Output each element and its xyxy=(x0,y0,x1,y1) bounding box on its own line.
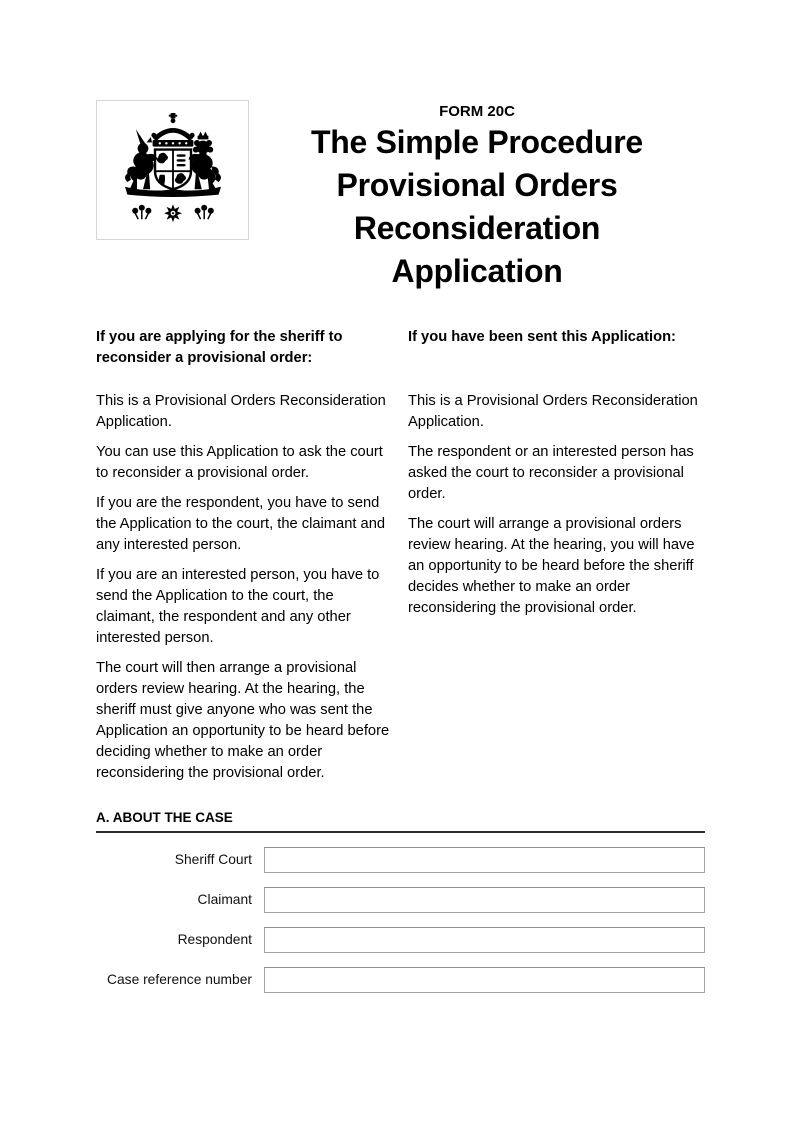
form-number: FORM 20C xyxy=(439,103,515,120)
respondent-input[interactable] xyxy=(264,927,705,953)
form-title-line-3: Reconsideration xyxy=(353,210,601,246)
page-content xyxy=(96,100,705,993)
coat-of-arms-image xyxy=(96,100,249,240)
form-title xyxy=(249,121,705,293)
title-block xyxy=(249,100,705,293)
section-a-heading: A. ABOUT THE CASE xyxy=(96,810,705,833)
guidance-applicant-column xyxy=(96,327,393,793)
claimant-input[interactable] xyxy=(264,887,705,913)
guidance-recipient-heading: If you have been sent this Application: xyxy=(408,329,676,345)
guidance-recipient-paragraph: The court will arrange a provisional orders review hearing. At the hearing, you will have an opportunity to be heard before the sheriff decides whether to make an order reconsidering the provisional order. xyxy=(408,516,695,616)
case-reference-input[interactable] xyxy=(264,967,705,993)
sheriff-court-input[interactable] xyxy=(264,847,705,873)
guidance-applicant-heading: If you are applying for the sheriff to reconsider a provisional order: xyxy=(96,329,343,366)
field-row-case-reference xyxy=(96,967,705,993)
form-title-line-4: Application xyxy=(391,253,563,289)
form-title-line-2: Provisional Orders xyxy=(336,167,618,203)
guidance-applicant-paragraph: You can use this Application to ask the court to reconsider a provisional order. xyxy=(96,444,383,481)
guidance-applicant-paragraph: This is a Provisional Orders Reconsideration Application. xyxy=(96,393,386,430)
guidance-recipient-paragraph: The respondent or an interested person has asked the court to reconsider a provisional order. xyxy=(408,444,694,502)
form-title-line-1: The Simple Procedure xyxy=(311,124,643,160)
claimant-label: Claimant xyxy=(197,892,252,907)
section-about-the-case xyxy=(96,810,705,993)
guidance-section xyxy=(96,327,705,793)
respondent-label: Respondent xyxy=(177,932,252,947)
royal-coat-of-arms-icon xyxy=(107,111,239,229)
field-row-respondent xyxy=(96,927,705,953)
guidance-recipient-column xyxy=(408,327,705,793)
sheriff-court-label: Sheriff Court xyxy=(174,852,252,867)
field-row-claimant xyxy=(96,887,705,913)
form-header xyxy=(96,100,705,293)
field-row-sheriff-court xyxy=(96,847,705,873)
case-reference-label: Case reference number xyxy=(107,972,252,987)
guidance-applicant-paragraph: If you are an interested person, you have to send the Application to the court, the claimant, the respondent and any other interested person. xyxy=(96,567,380,646)
guidance-applicant-paragraph: If you are the respondent, you have to send the Application to the court, the claimant and any interested person. xyxy=(96,495,386,553)
guidance-applicant-paragraph: The court will then arrange a provisional orders review hearing. At the hearing, the sheriff must give anyone who was sent the Application an opportunity to be heard before deciding whether to make an order reconsidering the provisional order. xyxy=(96,660,390,781)
guidance-recipient-paragraph: This is a Provisional Orders Reconsideration Application. xyxy=(408,393,698,430)
